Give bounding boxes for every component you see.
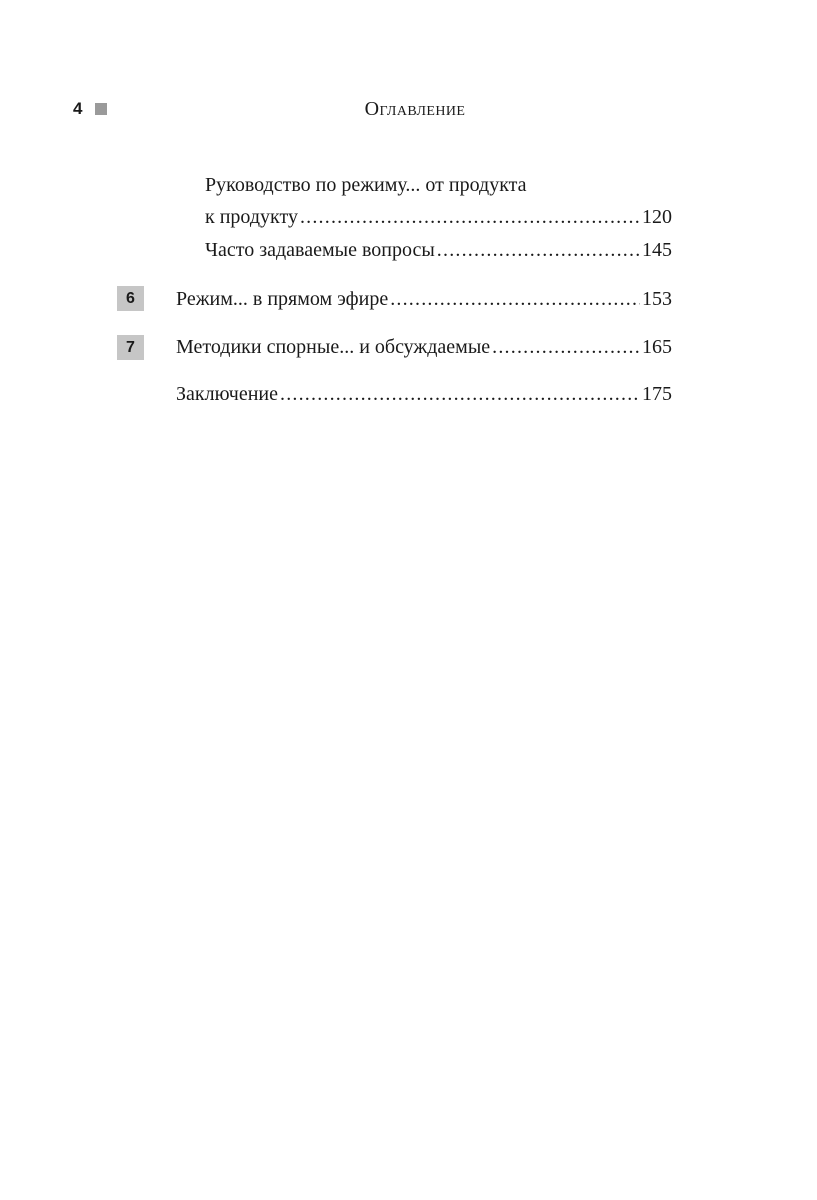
dot-leader [492,332,640,362]
toc-entry[interactable] [205,235,672,265]
toc-entry-label: Режим... в прямом эфире [176,288,389,310]
toc-entry-label: к продукту [205,206,298,228]
toc-page-number: 145 [642,239,672,261]
dot-leader [300,202,640,232]
dot-leader [280,379,640,409]
toc-chapter-entry[interactable] [176,284,672,314]
chapter-number-badge: 7 [117,335,144,360]
running-head [0,96,817,126]
chapter-number-badge: 6 [117,286,144,311]
toc-page-number: 153 [642,288,672,310]
toc-entry-label: Заключение [176,383,278,405]
toc-page-number: 175 [642,383,672,405]
toc-entry[interactable] [205,202,672,232]
toc-page-number: 165 [642,336,672,358]
toc-closing-entry[interactable] [176,379,672,409]
toc-page-number: 120 [642,206,672,228]
toc-entry-label: Методики спорные... и обсуждаемые [176,336,491,358]
page-number: 4 [73,99,83,118]
dot-leader [437,235,640,265]
toc-entry-line: Руководство по режиму... от продукта [205,174,527,196]
toc-chapter-entry[interactable] [176,332,672,362]
section-title: Оглавление [364,98,466,120]
toc-entry-label: Часто задаваемые вопросы [205,239,435,261]
dot-leader [390,284,640,314]
